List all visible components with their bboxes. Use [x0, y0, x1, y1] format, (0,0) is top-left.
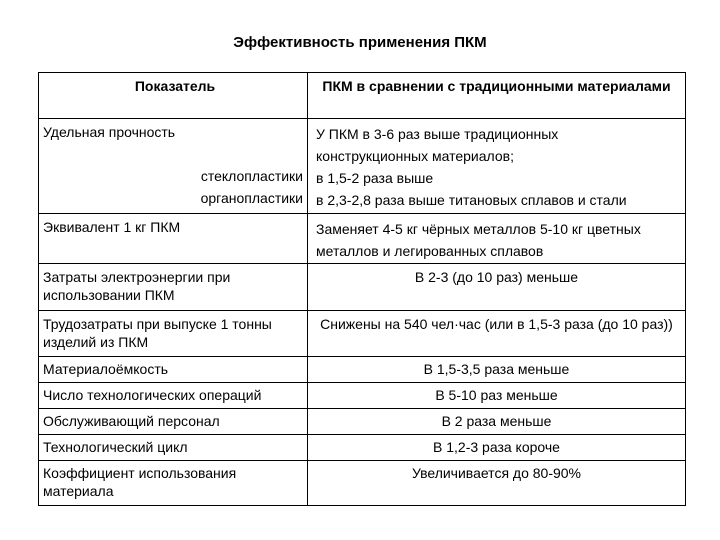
row-indicator: Материалоёмкость	[43, 361, 169, 377]
row-indicator: Коэффициент использования материала	[43, 465, 237, 499]
row-value-line: в 2,3-2,8 раза выше титановых сплавов и стали	[316, 192, 627, 208]
row-value: В 5-10 раз меньше	[307, 383, 685, 408]
row-indicator: Число технологических операций	[43, 387, 262, 403]
row-indicator: Обслуживающий персонал	[43, 413, 220, 429]
table-row	[39, 461, 685, 505]
header-comparison: ПКМ в сравнении с традиционными материалами	[307, 73, 685, 118]
table-row	[39, 383, 685, 409]
row-value: Снижены на 540 чел·час (или в 1,5-3 раза (до 10 раз))	[307, 311, 685, 356]
page-title: Эффективность применения ПКМ	[233, 34, 487, 51]
sub-label-fiberglass: стеклопластики	[200, 168, 303, 184]
row-value: В 2 раза меньше	[307, 409, 685, 434]
row-value-line: конструкционных материалов;	[316, 148, 514, 164]
row-indicator: Затраты электроэнергии при использовании ПКМ	[43, 269, 231, 303]
sub-label-organoplastic: органопластики	[200, 190, 303, 206]
row-value: Увеличивается до 80-90%	[307, 461, 685, 505]
efficiency-table	[38, 72, 686, 506]
table-row	[39, 311, 685, 357]
row-indicator: Трудозатраты при выпуске 1 тонны изделий из ПКМ	[43, 316, 272, 350]
table-row	[39, 435, 685, 461]
row-value-line: У ПКМ в 3-6 раз выше традиционных	[316, 126, 559, 142]
table-row	[39, 214, 685, 264]
row-indicator: Удельная прочность	[43, 124, 176, 140]
table-row	[39, 264, 685, 311]
row-indicator: Эквивалент 1 кг ПКМ	[43, 219, 181, 235]
header-indicator: Показатель	[134, 78, 216, 94]
row-value: Заменяет 4-5 кг чёрных металлов 5-10 кг цветных металлов и легированных сплавов	[307, 214, 685, 263]
table-header-row	[39, 73, 685, 119]
row-value: В 1,2-3 раза короче	[307, 435, 685, 460]
table-row	[39, 409, 685, 435]
row-value: В 2-3 (до 10 раз) меньше	[307, 264, 685, 310]
row-value: В 1,5-3,5 раза меньше	[307, 357, 685, 382]
row-value-line: в 1,5-2 раза выше	[316, 170, 434, 186]
table-row	[39, 357, 685, 383]
row-indicator: Технологический цикл	[43, 439, 188, 455]
table-row	[39, 119, 685, 214]
